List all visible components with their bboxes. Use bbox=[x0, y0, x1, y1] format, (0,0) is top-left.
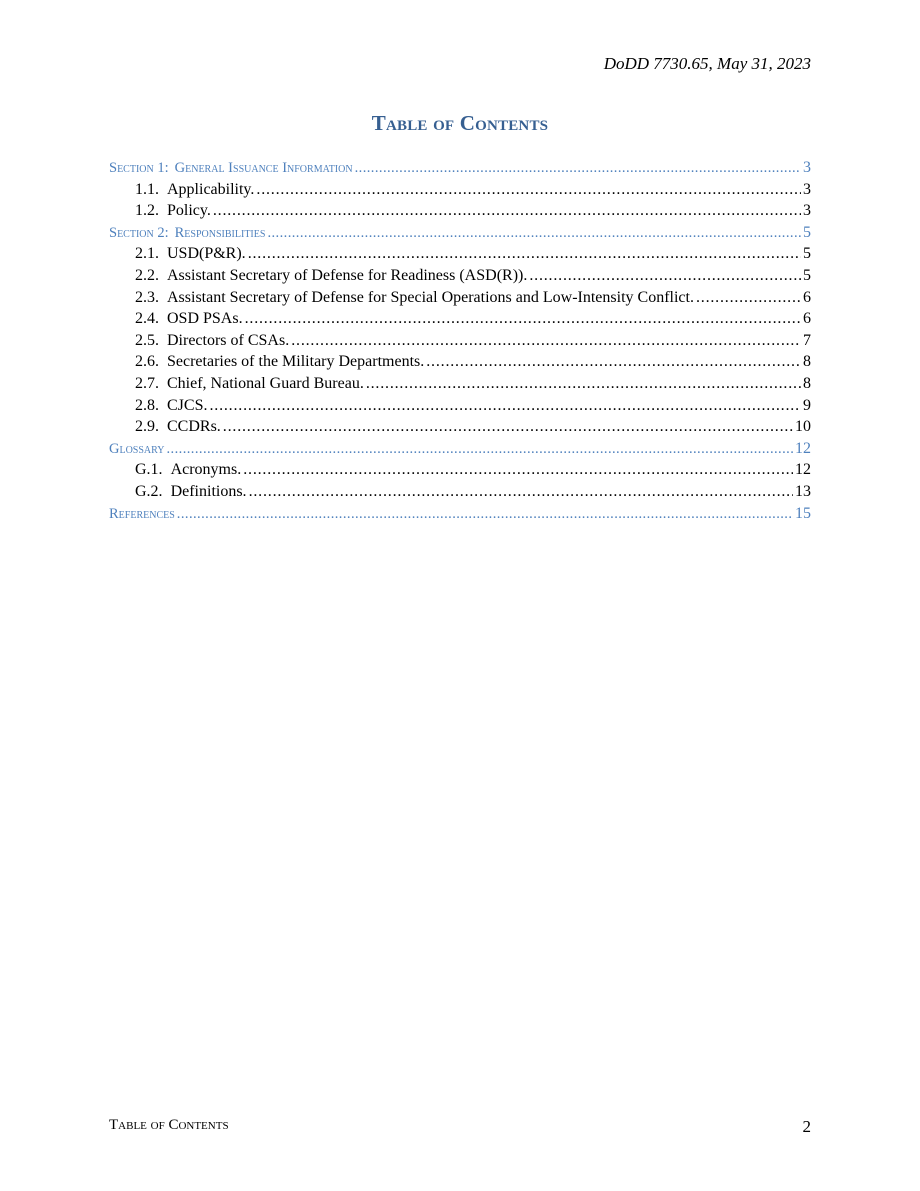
toc-entry-label: Policy. bbox=[167, 202, 211, 220]
toc-dot-leader bbox=[245, 308, 801, 330]
footer-page-number: 2 bbox=[802, 1117, 811, 1136]
toc-subsection-link[interactable] bbox=[109, 330, 811, 352]
toc-entry-number: 2.8. bbox=[135, 396, 159, 414]
toc-entry-number: 2.7. bbox=[135, 374, 159, 392]
toc-entry-number: 1.2. bbox=[135, 202, 159, 220]
toc-entry-page: 3 bbox=[803, 159, 811, 176]
toc-dot-leader bbox=[291, 330, 801, 352]
toc-entry-label: CCDRs. bbox=[167, 418, 221, 436]
toc-entry-page: 13 bbox=[795, 482, 811, 500]
toc-dot-leader bbox=[223, 416, 793, 438]
toc-section-link[interactable] bbox=[109, 503, 811, 525]
toc-dot-leader bbox=[529, 265, 801, 287]
toc-dot-leader bbox=[248, 243, 801, 265]
toc-section-link[interactable] bbox=[109, 222, 811, 244]
toc-entry-page: 8 bbox=[803, 374, 811, 392]
toc-entry-number: 2.4. bbox=[135, 310, 159, 328]
toc-entry-page: 8 bbox=[803, 353, 811, 371]
toc-entry-label: Chief, National Guard Bureau. bbox=[167, 374, 364, 392]
document-reference: DoDD 7730.65, May 31, 2023 bbox=[603, 54, 811, 73]
toc-subsection-link[interactable] bbox=[109, 459, 811, 481]
toc-dot-leader bbox=[243, 459, 793, 481]
toc-subsection-link[interactable] bbox=[109, 373, 811, 395]
toc-dot-leader bbox=[355, 158, 801, 179]
toc-entry-label: Secretaries of the Military Departments. bbox=[167, 353, 425, 371]
toc-entry-label: USD(P&R). bbox=[167, 245, 246, 263]
toc-subsection-link[interactable] bbox=[109, 308, 811, 330]
toc-entry-number: 2.9. bbox=[135, 418, 159, 436]
toc-entry-page: 6 bbox=[803, 310, 811, 328]
toc-entry-page: 6 bbox=[803, 288, 811, 306]
footer-section-name: Table of Contents bbox=[109, 1117, 229, 1133]
toc-dot-leader bbox=[209, 395, 801, 417]
toc-entry-label: Definitions. bbox=[170, 482, 247, 500]
toc-subsection-link[interactable] bbox=[109, 179, 811, 201]
toc-dot-leader bbox=[213, 200, 801, 222]
toc-entry-label: Glossary bbox=[109, 440, 165, 457]
toc-entry-number: 2.1. bbox=[135, 245, 159, 263]
toc-subsection-link[interactable] bbox=[109, 243, 811, 265]
toc-entry-page: 7 bbox=[803, 331, 811, 349]
toc-list bbox=[109, 157, 811, 524]
toc-entry-number: 2.3. bbox=[135, 288, 159, 306]
toc-entry-page: 9 bbox=[803, 396, 811, 414]
toc-entry-number: G.2. bbox=[135, 482, 163, 500]
toc-entry-number: G.1. bbox=[135, 461, 163, 479]
toc-entry-number: Section 2: bbox=[109, 224, 169, 241]
toc-entry-number: 2.5. bbox=[135, 331, 159, 349]
toc-subsection-link[interactable] bbox=[109, 416, 811, 438]
toc-subsection-link[interactable] bbox=[109, 395, 811, 417]
toc-entry-page: 5 bbox=[803, 245, 811, 263]
toc-entry-page: 12 bbox=[795, 461, 811, 479]
toc-dot-leader bbox=[366, 373, 801, 395]
toc-entry-page: 3 bbox=[803, 180, 811, 198]
toc-entry-label: General Issuance Information bbox=[174, 160, 353, 176]
toc-entry-number: 2.6. bbox=[135, 353, 159, 371]
toc-entry-page: 10 bbox=[795, 418, 811, 436]
toc-subsection-link[interactable] bbox=[109, 351, 811, 373]
toc-entry-label: Assistant Secretary of Defense for Readiness (ASD(R)). bbox=[167, 266, 528, 284]
toc-entry-label: Assistant Secretary of Defense for Special Operations and Low-Intensity Conflict. bbox=[167, 288, 694, 306]
toc-section-link[interactable] bbox=[109, 438, 811, 460]
toc-dot-leader bbox=[696, 287, 801, 309]
toc-entry-page: 5 bbox=[803, 266, 811, 284]
toc-entry-label: Applicability. bbox=[167, 180, 255, 198]
toc-entry-page: 5 bbox=[803, 223, 811, 241]
toc-entry-label: CJCS. bbox=[167, 396, 208, 414]
toc-entry-number: 1.1. bbox=[135, 180, 159, 198]
toc-subsection-link[interactable] bbox=[109, 481, 811, 503]
toc-subsection-link[interactable] bbox=[109, 265, 811, 287]
toc-entry-label: Acronyms. bbox=[170, 461, 242, 479]
toc-subsection-link[interactable] bbox=[109, 287, 811, 309]
toc-entry-label: References bbox=[109, 505, 175, 522]
toc-subsection-link[interactable] bbox=[109, 200, 811, 222]
toc-entry-label: Responsibilities bbox=[174, 224, 266, 241]
toc-entry-label: OSD PSAs. bbox=[167, 310, 243, 328]
toc-entry-page: 15 bbox=[795, 504, 811, 522]
toc-entry-page: 3 bbox=[803, 202, 811, 220]
toc-entry-page: 12 bbox=[795, 439, 811, 457]
toc-entry-label: Directors of CSAs. bbox=[167, 331, 290, 349]
toc-dot-leader bbox=[256, 179, 801, 201]
toc-entry-number: Section 1: bbox=[109, 160, 169, 176]
toc-dot-leader bbox=[177, 504, 793, 525]
toc-dot-leader bbox=[426, 351, 801, 373]
toc-section-link[interactable] bbox=[109, 157, 811, 179]
toc-title: Table of Contents bbox=[371, 111, 549, 135]
toc-dot-leader bbox=[267, 223, 801, 244]
toc-entry-number: 2.2. bbox=[135, 266, 159, 284]
toc-dot-leader bbox=[167, 439, 794, 460]
toc-dot-leader bbox=[249, 481, 793, 503]
